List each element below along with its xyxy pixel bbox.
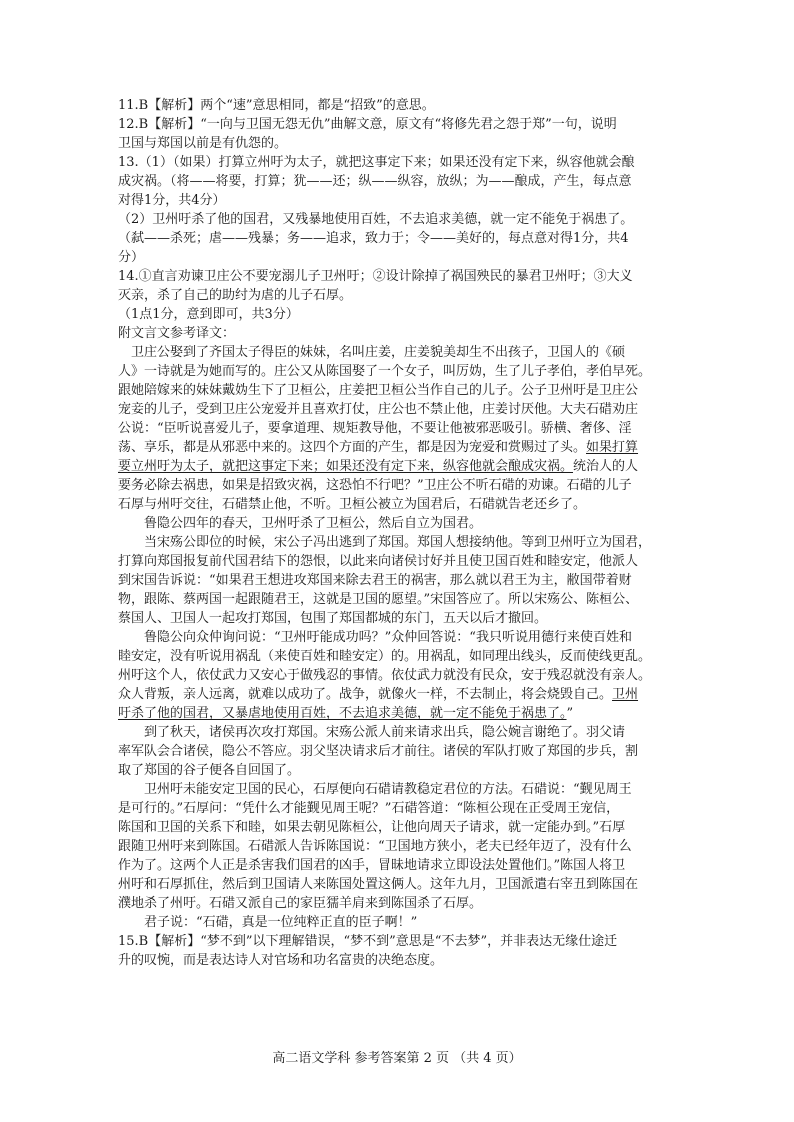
answer-13-1-line-2: 成灾祸。（将——将要，打算；犹——还；纵——纵容，放纵；为——酿成，产生，每点意 [118,174,632,189]
translation-line: 众人背叛，亲人远离，就难以成功了。战争，就像火一样，不去制止，将会烧毁自己。卫州 [118,687,639,702]
translation-line: 睦安定，没有听说用祸乱（来使百姓和睦安定）的。用祸乱，如同理出线头，反而使线更乱。 [118,649,652,664]
translation-line: 人》一诗就是为她而写的。庄公又从陈国娶了一个女子，叫厉妫，生了儿子孝伯，孝伯早死。 [118,364,652,379]
translation-line: 取了郑国的谷子便各自回国了。 [118,763,301,778]
underlined-key-sentence: 卫州 [612,687,639,702]
translation-line: 是可行的。”石厚问：“凭什么才能觐见周王呢？”石碏答道：“陈桓公现在正受周王宠信， [118,801,620,816]
answer-12-line-1: 12.B【解析】“一向与卫国无怨无仇”曲解文意，原文有“将修先君之怨于郑”一句，说明 [118,117,617,132]
translation-line: 鲁隐公向众仲询问说：“卫州吁能成功吗？”众仲回答说：“我只听说用德行来使百姓和 [144,630,632,645]
translation-line: 要务必除去祸患，如果是招致灾祸，这恐怕不行吧？”卫庄公不听石碏的劝谏。石碏的儿子 [118,478,632,493]
translation-line: 公说：“臣听说喜爱儿子，要拿道理、规矩教导他，不要让他被邪恶吸引。骄横、奢侈、淫 [118,421,632,436]
answer-11: 11.B【解析】两个“速”意思相同，都是“招致”的意思。 [118,98,435,113]
translation-line: 物，跟陈、蔡两国一起跟随君王，这就是卫国的愿望。”宋国答应了。所以宋殇公、陈桓公、 [118,592,639,607]
answer-15-line-2: 升的叹惋，而是表达诗人对官场和功名富贵的决绝态度。 [118,953,444,968]
translation-line: 跟随卫州吁来到陈国。石碏派人告诉陈国说：“卫国地方狭小，老夫已经年迈了，没有什么 [118,839,632,854]
translation-line: 打算向郑国报复前代国君结下的怨恨，以此来向诸侯讨好并且使卫国百姓和睦安定，他派人 [118,554,639,569]
underlined-key-sentence: 吁杀了他的国君，又暴虐地使用百姓，不去追求美德，就一定不能免于祸患了。 [118,706,567,721]
answer-14-line-3: （1点1分，意到即可，共3分） [118,307,299,322]
answer-13-2-line-3: 分） [118,250,145,265]
translation-line: 卫庄公娶到了齐国太子得臣的妹妹，名叫庄姜，庄姜貌美却生不出孩子，卫国人的《硕 [131,345,626,360]
translation-line: 率军队会合诸侯，隐公不答应。羽父坚决请求后才前往。诸侯的军队打败了郑国的步兵，割 [118,744,639,759]
translation-line: 荡、享乐，都是从邪恶中来的。这四个方面的产生，都是因为宠爱和赏赐过了头。如果打算 [118,440,639,455]
translation-line: 宠妾的儿子，受到卫庄公宠爱并且喜欢打仗，庄公也不禁止他，庄姜讨厌他。大夫石碏劝庄 [118,402,639,417]
translation-line: 鲁隐公四年的春天，卫州吁杀了卫桓公，然后自立为国君。 [144,516,483,531]
answer-13-2-line-2: （弑——杀死；虐——残暴；务——追求，致力于；令——美好的，每点意对得1分，共4 [118,231,629,246]
translation-line: 濮地杀了州吁。石碏又派自己的家臣獳羊肩来到陈国杀了石厚。 [118,896,483,911]
answer-12-line-2: 卫国与郑国以前是有仇怨的。 [118,136,288,151]
translation-line: 州吁和石厚抓住，然后到卫国请人来陈国处置这俩人。这年九月，卫国派遣右宰丑到陈国在 [118,877,639,892]
translation-line: 要立州吁为太子，就把这事定下来；如果还没有定下来，纵容他就会酿成灾祸。统治人的人 [118,459,639,474]
translation-line: 到宋国告诉说：“如果君王想进攻郑国来除去君王的祸害，那么就以君王为主，敝国带着财 [118,573,632,588]
translation-heading: 附文言文参考译文： [118,326,236,341]
answer-13-1-line-3: 对得1分，共4分） [118,193,226,208]
underlined-key-sentence: 要立州吁为太子，就把这事定下来；如果还没有定下来，纵容他就会酿成灾祸。 [118,459,574,474]
translation-line: 作为了。这两个人正是杀害我们国君的凶手，冒昧地请求立即设法处置他们。”陈国人将卫 [118,858,626,873]
answer-13-1-line-1: 13.（1）（如果）打算立州吁为太子，就把这事定下来；如果还没有定下来，纵容他就会酿 [118,155,635,170]
translation-line: 跟她陪嫁来的妹妹戴妫生下了卫桓公，庄姜把卫桓公当作自己的儿子。公子卫州吁是卫庄公 [118,383,639,398]
answer-14-line-1: 14.①直言劝谏卫庄公不要宠溺儿子卫州吁；②设计除掉了祸国殃民的暴君卫州吁；③大义 [118,269,633,284]
translation-line: 卫州吁未能安定卫国的民心，石厚便向石碏请教稳定君位的方法。石碏说：“觐见周王 [144,782,632,797]
answer-14-line-2: 灭亲，杀了自己的助纣为虐的儿子石厚。 [118,288,353,303]
translation-line: 蔡国人、卫国人一起攻打郑国，包围了郑国都城的东门，五天以后才撤回。 [118,611,548,626]
translation-line: 石厚与州吁交往，石碏禁止他，不听。卫桓公被立为国君后，石碏就告老还乡了。 [118,497,587,512]
translation-line: 君子说：“石碏，真是一位纯粹正直的臣子啊！” [144,915,418,930]
translation-line: 陈国和卫国的关系下和睦，如果去朝见陈桓公，让他向周天子请求，就一定能办到。”石厚 [118,820,626,835]
answer-15-line-1: 15.B【解析】“梦不到”以下理解错误，“梦不到”意思是“不去梦”，并非表达无缘仕途迁 [118,934,618,949]
translation-line: 到了秋天，诸侯再次攻打郑国。宋殇公派人前来请求出兵，隐公婉言谢绝了。羽父请 [144,725,626,740]
underlined-key-sentence: 如果打算 [586,440,639,455]
answer-13-2-line-1: （2）卫州吁杀了他的国君，又残暴地使用百姓，不去追求美德，就一定不能免于祸患了。 [118,212,634,227]
translation-line: 当宋殇公即位的时候，宋公子冯出逃到了郑国。郑国人想接纳他。等到卫州吁立为国君， [144,535,652,550]
translation-line: 州吁这个人，依仗武力又安心于做残忍的事情。依仗武力就没有民众，安于残忍就没有亲人。 [118,668,652,683]
translation-line: 吁杀了他的国君，又暴虐地使用百姓，不去追求美德，就一定不能免于祸患了。” [118,706,574,721]
page-footer: 高二语文学科 参考答案第 2 页 （共 4 页） [272,1051,522,1066]
